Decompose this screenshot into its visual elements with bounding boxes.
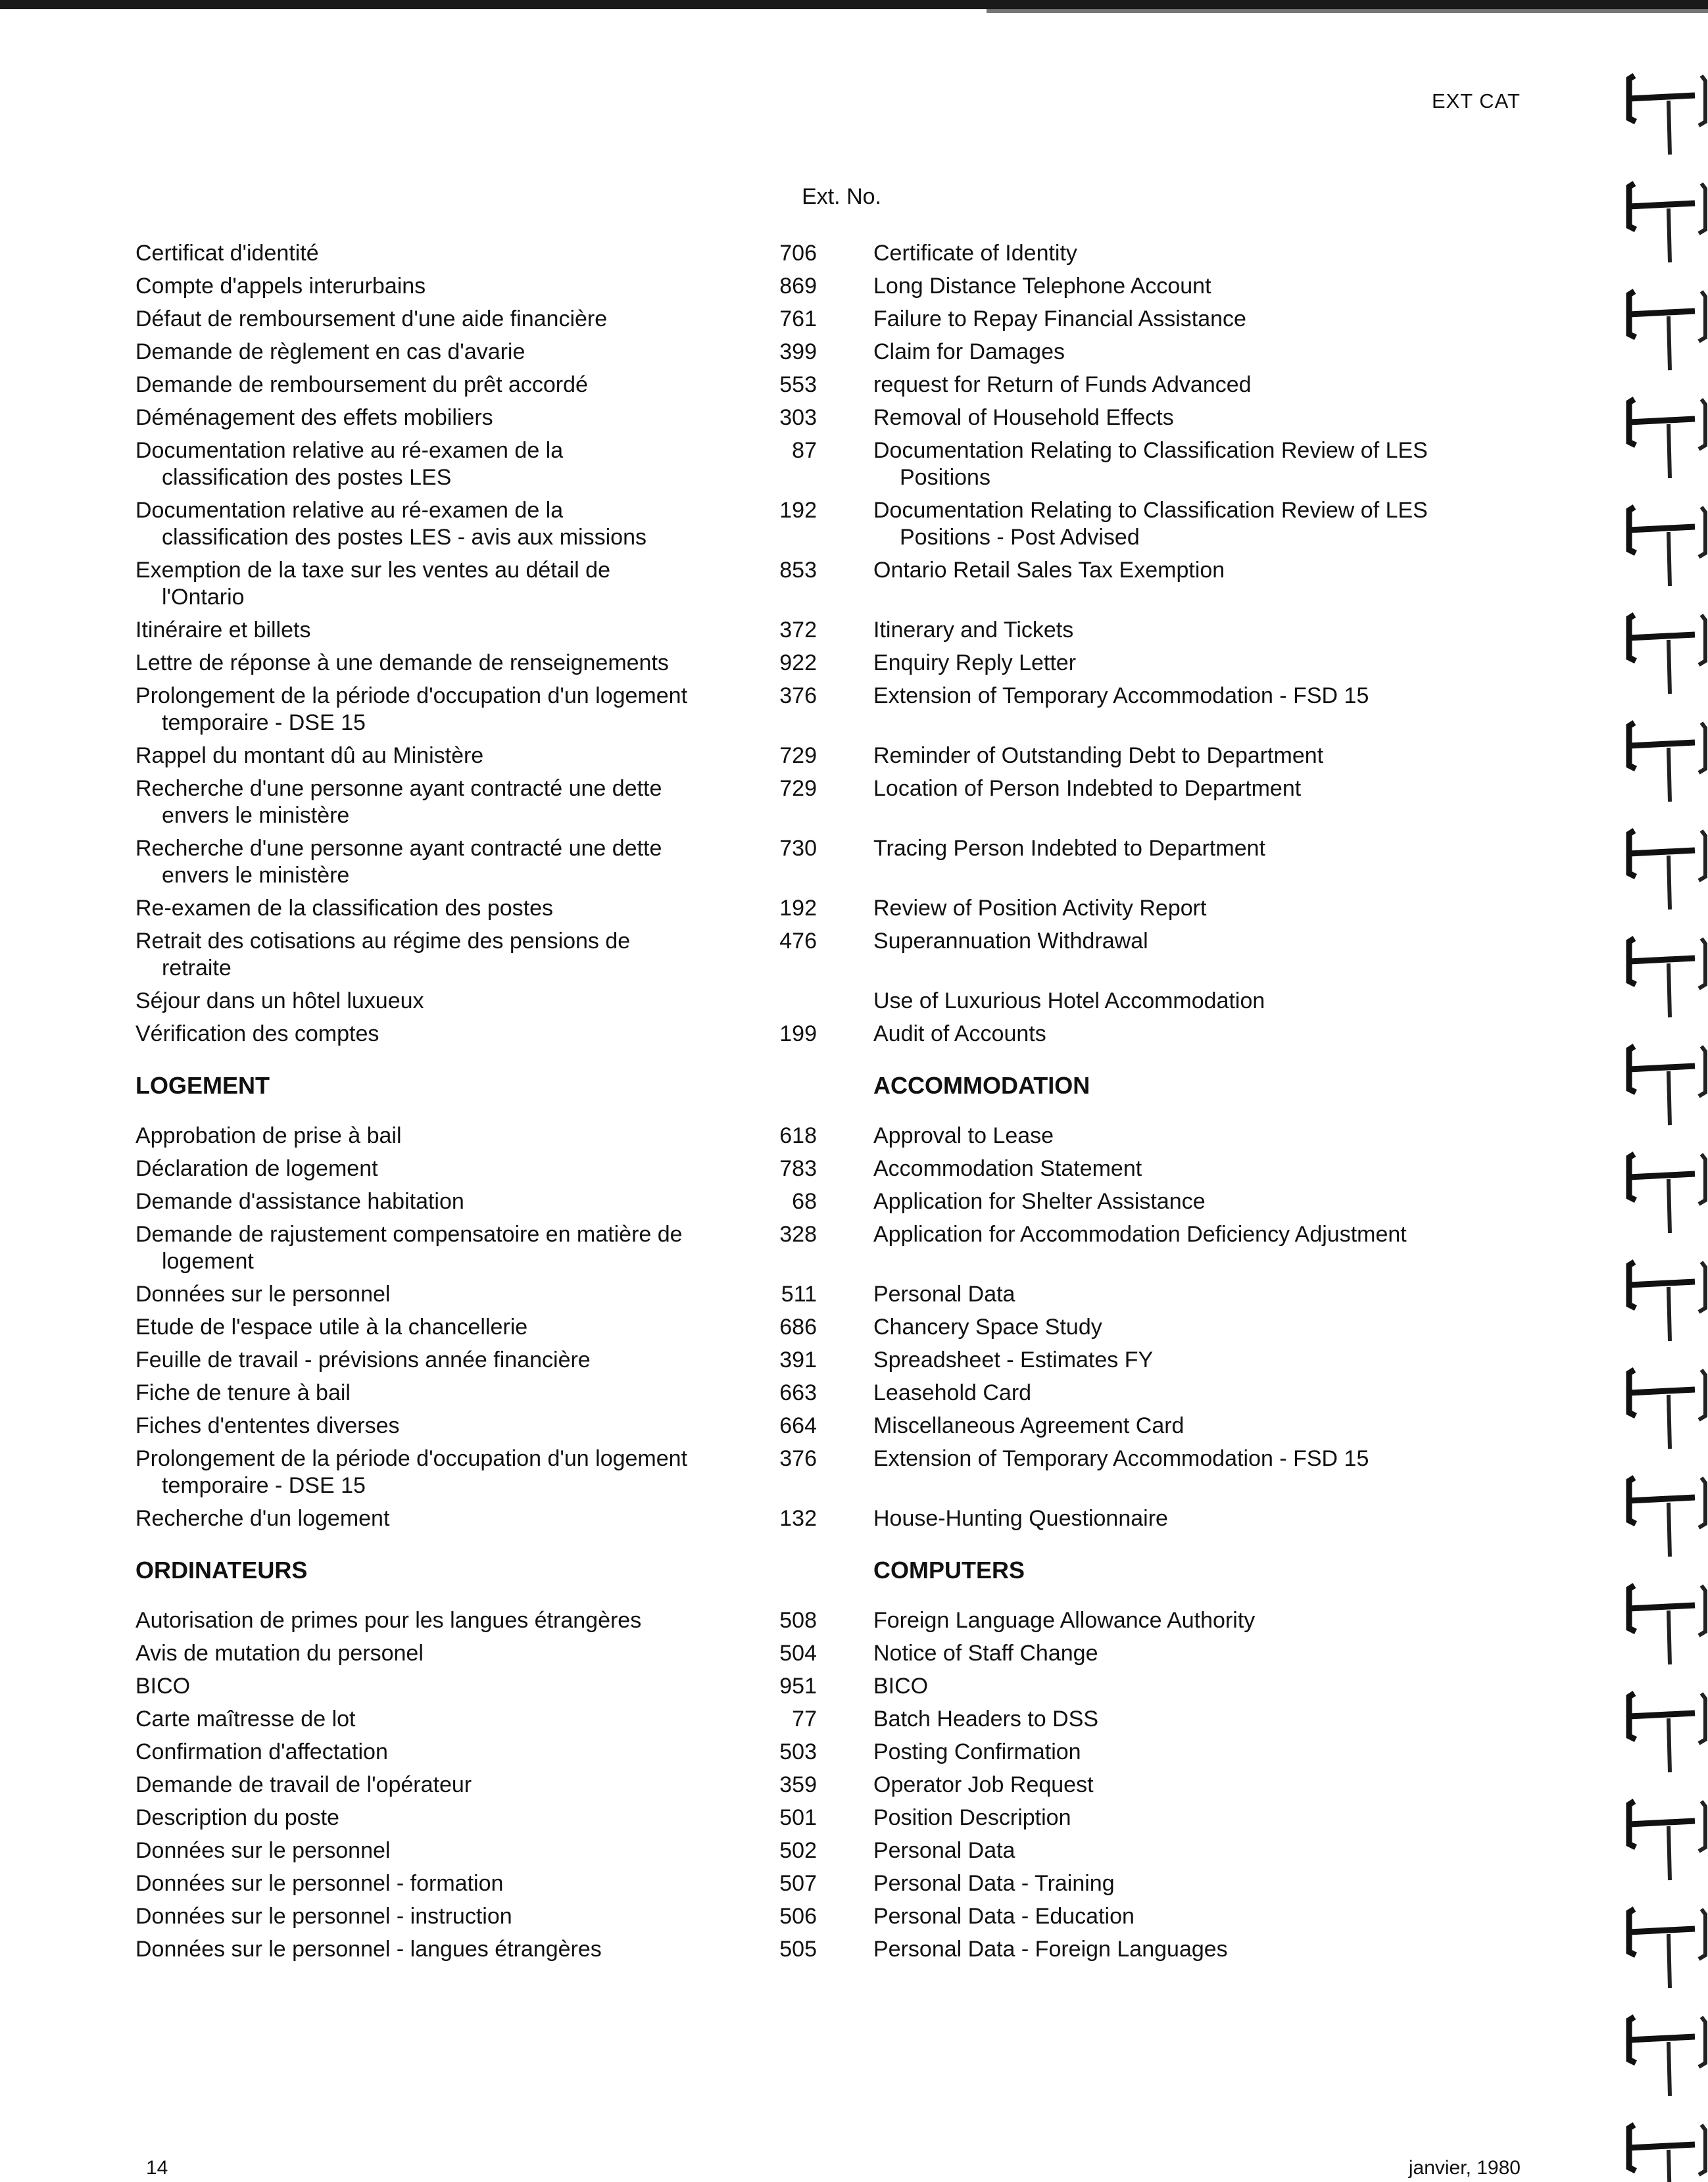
table-row — [135, 1221, 1549, 1275]
english-title — [873, 1347, 1531, 1374]
table-row — [135, 1640, 1549, 1667]
ext-number: 476 — [779, 929, 817, 954]
ext-number: 730 — [779, 836, 817, 861]
page-number: 14 — [146, 2157, 168, 2179]
table-row — [135, 1281, 1549, 1308]
binding-ring — [1629, 1262, 1705, 1341]
french-title-line: Feuille de travail - prévisions année financière — [135, 1347, 591, 1372]
english-title — [873, 775, 1531, 802]
english-title — [873, 617, 1531, 644]
english-title-line: Use of Luxurious Hotel Accommodation — [873, 988, 1265, 1013]
binding-ring — [1629, 507, 1705, 586]
french-title-line: Déclaration de logement — [135, 1156, 378, 1181]
english-title — [873, 1936, 1531, 1963]
table-row — [135, 1505, 1549, 1532]
ext-no-heading: Ext. No. — [802, 184, 881, 209]
english-title-continuation: Positions — [900, 465, 990, 490]
table-row — [135, 437, 1549, 491]
english-title — [873, 240, 1531, 267]
english-title-line: Personal Data — [873, 1282, 1015, 1307]
english-title-line: Review of Position Activity Report — [873, 896, 1207, 921]
table-row — [135, 775, 1549, 829]
english-title-line: Tracing Person Indebted to Department — [873, 836, 1265, 861]
english-title — [873, 1413, 1531, 1440]
french-title-line: BICO — [135, 1674, 191, 1699]
table-row — [135, 1870, 1549, 1897]
french-title-line: Données sur le personnel - formation — [135, 1871, 504, 1896]
ext-number: 391 — [779, 1347, 817, 1372]
french-title-line: Demande de travail de l'opérateur — [135, 1772, 472, 1797]
english-title-line: Leasehold Card — [873, 1380, 1032, 1405]
english-title — [873, 273, 1531, 300]
scan-top-edge-shadow — [987, 9, 1708, 13]
ext-number: 199 — [779, 1021, 817, 1046]
french-title — [135, 1281, 741, 1308]
table-row — [135, 1123, 1549, 1150]
french-title-continuation: envers le ministère — [162, 803, 350, 828]
table-row — [135, 306, 1549, 333]
english-title-line: Accommodation Statement — [873, 1156, 1142, 1181]
scan-top-edge — [0, 0, 1708, 9]
table-row — [135, 1837, 1549, 1864]
french-title-line: Itinéraire et billets — [135, 618, 311, 642]
table-row — [135, 1021, 1549, 1048]
section-heading — [135, 1071, 1549, 1100]
ext-number: 376 — [779, 683, 817, 708]
french-title — [135, 683, 741, 737]
ext-number: 553 — [779, 372, 817, 397]
english-title-line: Ontario Retail Sales Tax Exemption — [873, 558, 1225, 583]
page-date: janvier, 1980 — [1408, 2157, 1521, 2179]
french-title-line: Prolongement de la période d'occupation d'un logement — [135, 683, 688, 708]
french-title-line: Vérification des comptes — [135, 1021, 379, 1046]
french-title-line: Rappel du montant dû au Ministère — [135, 743, 484, 768]
english-title — [873, 1188, 1531, 1215]
english-title-line: Extension of Temporary Accommodation - FSD 15 — [873, 683, 1369, 708]
binding-ring — [1629, 723, 1705, 802]
french-title — [135, 835, 741, 889]
french-title-line: Demande de règlement en cas d'avarie — [135, 339, 525, 364]
english-title — [873, 497, 1531, 551]
french-title-line: Re-examen de la classification des postes — [135, 896, 553, 921]
french-title-line: Autorisation de primes pour les langues étrangères — [135, 1608, 642, 1633]
english-title-line: Position Description — [873, 1805, 1071, 1830]
french-title — [135, 1772, 741, 1799]
french-title-line: Compte d'appels interurbains — [135, 274, 426, 299]
english-title — [873, 404, 1531, 431]
table-row — [135, 1607, 1549, 1634]
english-title-line: Operator Job Request — [873, 1772, 1094, 1797]
french-title-line: Recherche d'un logement — [135, 1506, 390, 1531]
english-title-line: Reminder of Outstanding Debt to Department — [873, 743, 1324, 768]
ext-number: 729 — [779, 776, 817, 801]
table-row — [135, 497, 1549, 551]
binding-ring — [1629, 1586, 1705, 1664]
binding-ring — [1629, 938, 1705, 1017]
table-row — [135, 988, 1549, 1015]
english-title — [873, 928, 1531, 955]
table-row — [135, 1903, 1549, 1930]
english-title-line: Foreign Language Allowance Authority — [873, 1608, 1256, 1633]
table-row — [135, 650, 1549, 677]
binding-ring — [1629, 399, 1705, 478]
binding-ring — [1629, 1478, 1705, 1557]
french-title-line: Données sur le personnel — [135, 1282, 391, 1307]
english-title-line: Personal Data - Training — [873, 1871, 1115, 1896]
ext-number: 507 — [779, 1871, 817, 1896]
french-title — [135, 1706, 741, 1733]
table-row — [135, 1772, 1549, 1799]
spiral-binding — [1609, 13, 1708, 2182]
table-row — [135, 557, 1549, 611]
section-title-en: COMPUTERS — [873, 1557, 1025, 1584]
section-title-fr: ORDINATEURS — [135, 1557, 308, 1584]
ext-number: 951 — [779, 1674, 817, 1699]
english-title — [873, 437, 1531, 491]
table-row — [135, 273, 1549, 300]
french-title — [135, 1837, 741, 1864]
english-title — [873, 1155, 1531, 1182]
english-title — [873, 742, 1531, 769]
ext-number: 504 — [779, 1641, 817, 1666]
english-title-line: Posting Confirmation — [873, 1739, 1081, 1764]
table-row — [135, 240, 1549, 267]
table-row — [135, 928, 1549, 982]
english-title-line: Approval to Lease — [873, 1123, 1054, 1148]
table-row — [135, 617, 1549, 644]
english-title-continuation: Positions - Post Advised — [900, 525, 1140, 550]
english-title — [873, 895, 1531, 922]
table-row — [135, 1673, 1549, 1700]
ext-number: 869 — [779, 274, 817, 299]
english-title — [873, 1805, 1531, 1831]
english-title-line: Personal Data - Education — [873, 1904, 1135, 1929]
table-row — [135, 742, 1549, 769]
french-title-line: Données sur le personnel - instruction — [135, 1904, 512, 1929]
english-title — [873, 1903, 1531, 1930]
ext-number: 706 — [779, 241, 817, 266]
binding-ring — [1629, 1801, 1705, 1880]
english-title-line: Personal Data — [873, 1838, 1015, 1863]
french-title-continuation: logement — [162, 1249, 254, 1274]
english-title-line: Documentation Relating to Classification Review of LES — [873, 438, 1428, 463]
binding-ring — [1629, 1154, 1705, 1233]
english-title-line: Failure to Repay Financial Assistance — [873, 306, 1246, 331]
french-title — [135, 928, 741, 982]
binding-ring — [1629, 1370, 1705, 1449]
french-title — [135, 306, 741, 333]
table-row — [135, 1445, 1549, 1499]
ext-number: 192 — [779, 896, 817, 921]
french-title — [135, 617, 741, 644]
english-title — [873, 1314, 1531, 1341]
english-title — [873, 306, 1531, 333]
french-title-continuation: envers le ministère — [162, 863, 350, 888]
french-title-line: Confirmation d'affectation — [135, 1739, 388, 1764]
english-title — [873, 372, 1531, 399]
ext-number: 853 — [779, 558, 817, 583]
english-title-line: Enquiry Reply Letter — [873, 650, 1077, 675]
french-title — [135, 1380, 741, 1407]
french-title-line: Déménagement des effets mobiliers — [135, 405, 493, 430]
table-row — [135, 1347, 1549, 1374]
french-title — [135, 1314, 741, 1341]
french-title — [135, 497, 741, 551]
table-row — [135, 1155, 1549, 1182]
table-row — [135, 1380, 1549, 1407]
french-title — [135, 1870, 741, 1897]
table-row — [135, 683, 1549, 737]
english-title — [873, 1772, 1531, 1799]
table-row — [135, 895, 1549, 922]
table-row — [135, 339, 1549, 366]
ext-number: 664 — [779, 1413, 817, 1438]
french-title-line: Exemption de la taxe sur les ventes au détail de — [135, 558, 610, 583]
ext-number: 359 — [779, 1772, 817, 1797]
english-title-line: Miscellaneous Agreement Card — [873, 1413, 1184, 1438]
french-title-continuation: l'Ontario — [162, 585, 245, 610]
french-title-continuation: retraite — [162, 956, 232, 981]
english-title — [873, 1837, 1531, 1864]
french-title — [135, 339, 741, 366]
french-title-continuation: classification des postes LES — [162, 465, 452, 490]
english-title-line: Claim for Damages — [873, 339, 1065, 364]
english-title — [873, 557, 1531, 584]
french-title-continuation: temporaire - DSE 15 — [162, 1473, 366, 1498]
french-title — [135, 988, 741, 1015]
french-title — [135, 372, 741, 399]
catalogue-code: EXT CAT — [1431, 89, 1521, 112]
french-title — [135, 650, 741, 677]
french-title — [135, 273, 741, 300]
french-title — [135, 742, 741, 769]
table-row — [135, 404, 1549, 431]
french-title — [135, 1413, 741, 1440]
binding-ring — [1629, 1909, 1705, 1988]
ext-number: 372 — [779, 618, 817, 642]
french-title-line: Avis de mutation du personel — [135, 1641, 424, 1666]
french-title — [135, 1505, 741, 1532]
french-title-line: Approbation de prise à bail — [135, 1123, 402, 1148]
ext-number: 761 — [779, 306, 817, 331]
english-title — [873, 1221, 1531, 1248]
english-title — [873, 1739, 1531, 1766]
english-title-line: Audit of Accounts — [873, 1021, 1046, 1046]
french-title — [135, 1673, 741, 1700]
french-title-line: Données sur le personnel — [135, 1838, 391, 1863]
french-title-line: Recherche d'une personne ayant contracté une dette — [135, 776, 662, 801]
french-title — [135, 1155, 741, 1182]
french-title-line: Recherche d'une personne ayant contracté une dette — [135, 836, 662, 861]
ext-number: 501 — [779, 1805, 817, 1830]
english-title-line: BICO — [873, 1674, 929, 1699]
binding-ring — [1629, 183, 1705, 262]
french-title — [135, 1221, 741, 1275]
ext-number: 922 — [779, 650, 817, 675]
english-title — [873, 1706, 1531, 1733]
english-title-line: Documentation Relating to Classification Review of LES — [873, 498, 1428, 523]
english-title — [873, 339, 1531, 366]
english-title-line: Certificate of Identity — [873, 241, 1077, 266]
ext-number: 376 — [779, 1446, 817, 1471]
ext-number: 502 — [779, 1838, 817, 1863]
ext-number: 508 — [779, 1608, 817, 1633]
french-title-line: Lettre de réponse à une demande de renseignements — [135, 650, 669, 675]
english-title-line: Extension of Temporary Accommodation - FSD 15 — [873, 1446, 1369, 1471]
table-row — [135, 1739, 1549, 1766]
english-title — [873, 835, 1531, 862]
french-title — [135, 557, 741, 611]
french-title-line: Fiches d'ententes diverses — [135, 1413, 400, 1438]
english-title — [873, 1640, 1531, 1667]
french-title — [135, 240, 741, 267]
french-title-continuation: classification des postes LES - avis aux missions — [162, 525, 647, 550]
french-title — [135, 1123, 741, 1150]
french-title-line: Prolongement de la période d'occupation d'un logement — [135, 1446, 688, 1471]
table-row — [135, 1413, 1549, 1440]
table-row — [135, 1805, 1549, 1831]
french-title — [135, 1739, 741, 1766]
french-title-line: Séjour dans un hôtel luxueux — [135, 988, 424, 1013]
french-title-line: Documentation relative au ré-examen de la — [135, 498, 564, 523]
french-title — [135, 1347, 741, 1374]
english-title-line: House-Hunting Questionnaire — [873, 1506, 1168, 1531]
french-title-line: Etude de l'espace utile à la chancellerie — [135, 1315, 528, 1340]
english-title — [873, 1607, 1531, 1634]
english-title-line: Itinerary and Tickets — [873, 618, 1074, 642]
ext-number: 68 — [792, 1189, 817, 1214]
ext-number: 399 — [779, 339, 817, 364]
french-title-line: Demande de remboursement du prêt accordé — [135, 372, 588, 397]
french-title-continuation: temporaire - DSE 15 — [162, 710, 366, 735]
ext-number: 506 — [779, 1904, 817, 1929]
binding-ring — [1629, 2125, 1705, 2182]
english-title-line: request for Return of Funds Advanced — [873, 372, 1252, 397]
english-title — [873, 1505, 1531, 1532]
french-title — [135, 1021, 741, 1048]
table-row — [135, 1706, 1549, 1733]
table-row — [135, 835, 1549, 889]
ext-number: 87 — [792, 438, 817, 463]
french-title-line: Certificat d'identité — [135, 241, 319, 266]
ext-number: 729 — [779, 743, 817, 768]
french-title — [135, 1936, 741, 1963]
french-title — [135, 775, 741, 829]
table-row — [135, 1936, 1549, 1963]
english-title — [873, 1123, 1531, 1150]
english-title-line: Personal Data - Foreign Languages — [873, 1937, 1228, 1962]
ext-number: 511 — [781, 1282, 817, 1307]
binding-ring — [1629, 1693, 1705, 1772]
ext-number: 77 — [792, 1707, 817, 1732]
table-row — [135, 1188, 1549, 1215]
ext-number: 192 — [779, 498, 817, 523]
ext-number: 505 — [779, 1937, 817, 1962]
binding-ring — [1629, 1046, 1705, 1125]
french-title-line: Demande d'assistance habitation — [135, 1189, 464, 1214]
english-title-line: Location of Person Indebted to Department — [873, 776, 1302, 801]
english-title — [873, 683, 1531, 710]
french-title-line: Carte maîtresse de lot — [135, 1707, 356, 1732]
french-title — [135, 1903, 741, 1930]
ext-number: 132 — [779, 1506, 817, 1531]
section-title-fr: LOGEMENT — [135, 1072, 270, 1099]
french-title — [135, 1445, 741, 1499]
french-title-line: Demande de rajustement compensatoire en matière de — [135, 1222, 683, 1247]
english-title-line: Chancery Space Study — [873, 1315, 1102, 1340]
table-row — [135, 1314, 1549, 1341]
binding-ring — [1629, 831, 1705, 909]
ext-number: 686 — [779, 1315, 817, 1340]
english-title-line: Notice of Staff Change — [873, 1641, 1098, 1666]
binding-ring — [1629, 2017, 1705, 2096]
french-title-line: Défaut de remboursement d'une aide financière — [135, 306, 608, 331]
english-title — [873, 1380, 1531, 1407]
ext-number: 663 — [779, 1380, 817, 1405]
french-title-line: Données sur le personnel - langues étrangères — [135, 1937, 602, 1962]
binding-ring — [1629, 615, 1705, 694]
french-title — [135, 437, 741, 491]
french-title-line: Description du poste — [135, 1805, 339, 1830]
french-title-line: Retrait des cotisations au régime des pensions de — [135, 929, 631, 954]
french-title — [135, 404, 741, 431]
binding-ring — [1629, 291, 1705, 370]
english-title — [873, 1281, 1531, 1308]
table-row — [135, 372, 1549, 399]
english-title-line: Removal of Household Effects — [873, 405, 1174, 430]
french-title — [135, 1188, 741, 1215]
english-title-line: Application for Shelter Assistance — [873, 1189, 1206, 1214]
french-title — [135, 1805, 741, 1831]
ext-number: 618 — [779, 1123, 817, 1148]
english-title-line: Batch Headers to DSS — [873, 1707, 1099, 1732]
form-index-table — [135, 240, 1549, 1969]
section-heading — [135, 1556, 1549, 1585]
french-title-line: Fiche de tenure à bail — [135, 1380, 351, 1405]
english-title-line: Spreadsheet - Estimates FY — [873, 1347, 1154, 1372]
ext-number: 503 — [779, 1739, 817, 1764]
english-title-line: Superannuation Withdrawal — [873, 929, 1148, 954]
french-title — [135, 1640, 741, 1667]
ext-number: 303 — [779, 405, 817, 430]
ext-number: 328 — [779, 1222, 817, 1247]
english-title — [873, 988, 1531, 1015]
english-title — [873, 650, 1531, 677]
english-title-line: Application for Accommodation Deficiency Adjustment — [873, 1222, 1407, 1247]
french-title — [135, 1607, 741, 1634]
section-title-en: ACCOMMODATION — [873, 1072, 1090, 1099]
english-title — [873, 1870, 1531, 1897]
english-title — [873, 1021, 1531, 1048]
english-title — [873, 1445, 1531, 1472]
english-title — [873, 1673, 1531, 1700]
english-title-line: Long Distance Telephone Account — [873, 274, 1211, 299]
french-title-line: Documentation relative au ré-examen de la — [135, 438, 564, 463]
binding-ring — [1629, 76, 1705, 155]
french-title — [135, 895, 741, 922]
ext-number: 783 — [779, 1156, 817, 1181]
